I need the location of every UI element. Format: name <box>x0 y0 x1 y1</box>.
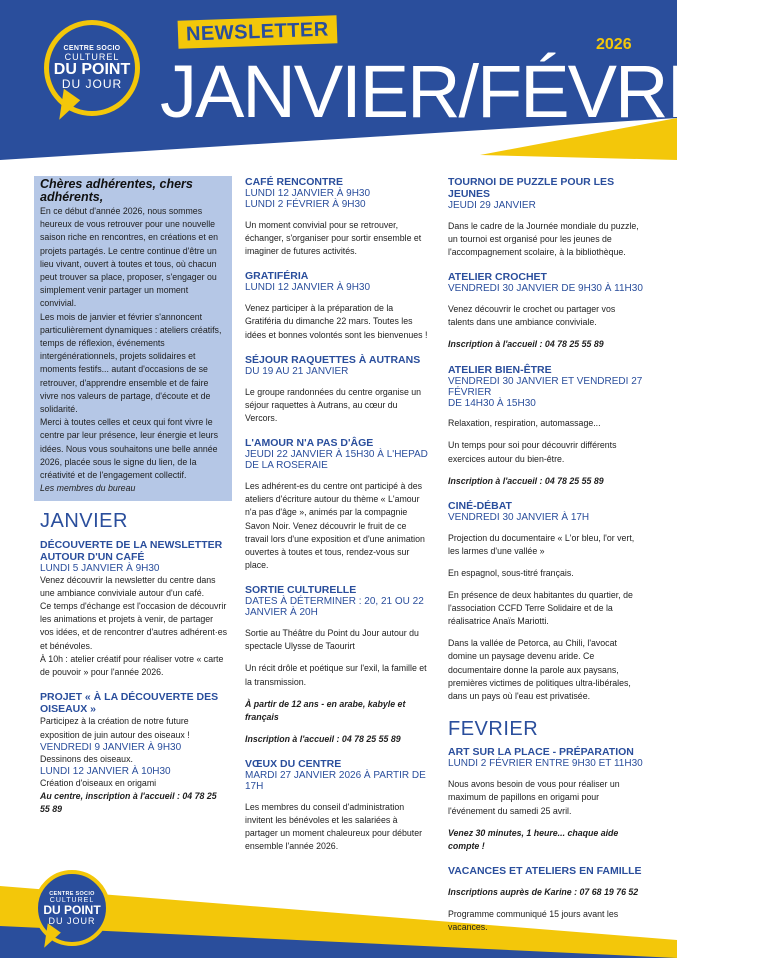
event-text: Venez participer à la préparation de la Gratiféria du dimanche 22 mars. Toutes les idées et bonnes volontés sont les bienvenues ! <box>245 303 428 340</box>
right-february-events <box>448 746 643 934</box>
intro-title: Chères adhérentes, chers adhérents, <box>40 177 193 204</box>
event-section <box>448 176 643 259</box>
event-date: JEUDI 29 JANVIER <box>448 200 536 211</box>
event-text: Un moment convivial pour se retrouver, échanger, s'organiser pour sortir ensemble et imaginer de futures activités. <box>245 219 422 257</box>
event-title: TOURNOI DE PUZZLE POUR LES JEUNES <box>448 176 615 200</box>
logo-line-1: CENTRE SOCIO <box>63 45 121 52</box>
column-left <box>40 176 228 829</box>
event-section <box>448 865 643 934</box>
event-text: Dans la vallée de Petorca, au Chili, l'avocat domine un paysage devenu aride. Ce documentaire donne la parole aux paysans, premières victimes de politiques ultra-libérales, dans un pays où l'eau est privatisée. <box>448 638 631 702</box>
header-logo <box>44 20 140 116</box>
event-title: ATELIER CROCHET <box>448 271 547 284</box>
event-title: VŒUX DU CENTRE <box>245 758 342 771</box>
event-text: Un récit drôle et poétique sur l'exil, la famille et la transmission. <box>245 663 427 687</box>
event-date: LUNDI 2 FÉVRIER À 9H30 <box>245 199 366 210</box>
event-section <box>245 758 430 854</box>
month-heading-january: JANVIER <box>40 510 128 533</box>
event-note: Inscription à l'accueil : 04 78 25 55 89 <box>448 475 604 486</box>
main-title: JANVIER/FÉVRIER <box>160 50 784 133</box>
event-text: En présence de deux habitantes du quartier, de l'association CCFD Terre Solidaire et de la réalisatrice Anaïs Mariotti. <box>448 589 633 627</box>
column-middle <box>245 176 430 866</box>
event-text: Relaxation, respiration, automassage... <box>448 418 601 429</box>
logo-line-2: CULTUREL <box>49 896 95 904</box>
event-text: Un temps pour soi pour découvrir différents exercices autour du bien-être. <box>448 440 617 464</box>
event-note: Inscriptions auprès de Karine : 07 68 19 76 52 <box>448 886 639 897</box>
newsletter-tag: NEWSLETTER <box>178 15 338 49</box>
event-text: En espagnol, sous-titré français. <box>448 567 574 578</box>
logo-line-3: DU POINT <box>43 902 101 917</box>
event-text: Projection du documentaire « L'or bleu, l'or vert, les larmes d'une vallée » <box>448 532 635 556</box>
event-date: LUNDI 5 JANVIER À 9H30 <box>40 562 160 574</box>
event-text: Venez découvrir la newsletter du centre dans une ambiance conviviale autour d'un café. <box>40 574 216 598</box>
event-note: Inscription à l'accueil : 04 78 25 55 89 <box>245 733 401 744</box>
event-text: Dessinons des oiseaux. <box>40 753 133 764</box>
event-title: SÉJOUR RAQUETTES À AUTRANS <box>245 353 421 366</box>
event-date: LUNDI 12 JANVIER À 9H30 <box>245 282 371 294</box>
event-text: Participez à la création de notre future exposition de juin autour des oiseaux ! <box>40 716 190 740</box>
event-text: Programme communiqué 15 jours avant les vacances. <box>448 908 619 933</box>
intro-signature: Les membres du bureau <box>40 483 136 494</box>
logo-line-3: DU POINT <box>53 61 131 78</box>
event-date: VENDREDI 9 JANVIER À 9H30 <box>40 741 182 753</box>
event-date: LUNDI 12 JANVIER À 10H30 <box>40 765 171 777</box>
logo-line-4: DU JOUR <box>61 77 123 91</box>
event-text: Le groupe randonnées du centre organise un séjour raquettes à Autrans, au cœur du Vercors. <box>245 386 422 424</box>
event-date: VENDREDI 30 JANVIER ET VENDREDI 27 FÉVRIER <box>448 375 643 398</box>
event-text: Venez découvrir le crochet ou partager vos talents dans une ambiance conviviale. <box>448 304 616 328</box>
event-title: DÉCOUVERTE DE LA NEWSLETTER AUTOUR D'UN CAFÉ <box>40 538 223 563</box>
year-label: 2026 <box>596 36 632 53</box>
event-section <box>245 584 430 746</box>
intro-body <box>40 205 226 495</box>
event-note: Venez 30 minutes, 1 heure... chaque aide compte ! <box>448 827 619 851</box>
event-title: SORTIE CULTURELLE <box>245 584 357 597</box>
event-newsletter-cafe <box>40 539 228 680</box>
right-january-events <box>448 176 643 703</box>
event-note: Au centre, inscription à l'accueil : 04 78 25 55 89 <box>40 791 217 815</box>
event-section <box>448 500 643 703</box>
intro-box <box>34 176 232 501</box>
event-title: CAFÉ RENCONTRE <box>245 176 344 188</box>
event-text: Dans le cadre de la Journée mondiale du puzzle, un tournoi est organisé pour les jeunes de l'accompagnement scolaire, à la bibliothèque. <box>448 220 639 258</box>
event-section <box>448 364 643 488</box>
event-title: PROJET « À LA DÉCOUVERTE DES OISEAUX » <box>40 691 219 716</box>
logo-line-1: CENTRE SOCIO <box>49 890 95 897</box>
event-oiseaux <box>40 691 228 816</box>
event-date: VENDREDI 30 JANVIER DE 9H30 À 11H30 <box>448 283 643 295</box>
event-section <box>245 176 430 258</box>
intro-paragraph: Les mois de janvier et février s'annoncent particulièrement dynamiques : ateliers créatifs, temps de réflexion, événements intergénérationnels, projets solidaires et moments festifs... autant d'occasions de se retrouver, d'apprendre ensemble et de faire vivre nos valeurs de partage, d'écoute et de solidarité. <box>40 311 222 415</box>
event-note: Inscription à l'accueil : 04 78 25 55 89 <box>448 339 604 350</box>
event-section <box>448 746 643 853</box>
logo-line-2: CULTUREL <box>64 52 120 62</box>
event-title: ART SUR LA PLACE - PRÉPARATION <box>448 746 634 759</box>
event-section <box>448 271 643 351</box>
month-heading-february: FEVRIER <box>448 718 539 741</box>
column-right <box>448 176 643 946</box>
event-date: MARDI 27 JANVIER 2026 À PARTIR DE 17H <box>245 770 426 793</box>
event-text: Ce temps d'échange est l'occasion de découvrir les animations et projets à venir, de partager vos idées, et de rencontrer d'autres adhérent·es et bénévoles. <box>40 601 228 651</box>
event-text: Les membres du conseil d'administration invitent les bénévoles et les salariées à partager un moment chaleureux pour débuter ensemble l'année 2026. <box>245 801 423 852</box>
event-date: VENDREDI 30 JANVIER À 17H <box>448 511 590 523</box>
event-title: CINÉ-DÉBAT <box>448 499 512 512</box>
intro-paragraph: En ce début d'année 2026, nous sommes heureux de vous retrouver pour une nouvelle saison riche en rencontres, en créations et en projets partagés. Le centre continue d'être un lieu vivant, ouvert à toutes et tous, où chacun peut trouver sa place, proposer, s'engager ou simplement venir partager un moment convivial. <box>40 206 218 309</box>
event-text: Nous avons besoin de vous pour réaliser un maximum de papillons en origami pour l'événement du samedi 25 avril. <box>448 779 620 816</box>
event-note: À partir de 12 ans - en arabe, kabyle et français <box>245 698 406 722</box>
event-title: ATELIER BIEN-ÊTRE <box>448 363 552 376</box>
event-section <box>245 437 430 572</box>
event-date: LUNDI 2 FÉVRIER ENTRE 9H30 ET 11H30 <box>448 758 643 770</box>
event-title: VACANCES ET ATELIERS EN FAMILLE <box>448 865 642 878</box>
event-text: Sortie au Théâtre du Point du Jour autour du spectacle Ulysse de Taourirt <box>245 628 419 652</box>
footer-logo <box>34 870 110 946</box>
event-date: DU 19 AU 21 JANVIER <box>245 365 349 377</box>
event-title: L'AMOUR N'A PAS D'ÂGE <box>245 437 374 450</box>
event-section <box>245 270 430 341</box>
event-text: Création d'oiseaux en origami <box>40 777 157 788</box>
event-date: JEUDI 22 JANVIER À 15H30 À L'HEPAD DE LA ROSERAIE <box>245 449 428 472</box>
event-text: Les adhérent-es du centre ont participé à des ateliers d'écriture autour du thème « L'amour n'a pas d'âge », animés par la compagnie Savon Noir. Venez découvrir le fruit de ce travail lors d'une exposition et d'une animation ouvertes à toutes et tous, rendez-vous sur place. <box>245 481 425 571</box>
event-text: À 10h : atelier créatif pour réaliser votre « carte de pouvoir » pour l'année 2026. <box>40 653 224 678</box>
event-date: DE 14H30 À 15H30 <box>448 397 536 409</box>
event-title: GRATIFÉRIA <box>245 270 309 283</box>
logo-line-4: DU JOUR <box>48 915 96 926</box>
event-section <box>245 354 430 425</box>
event-date: DATES À DÉTERMINER : 20, 21 OU 22 JANVIER À 20H <box>245 596 424 619</box>
intro-paragraph: Merci à toutes celles et ceux qui font vivre le centre par leur présence, leur énergie et leurs idées. Nous vous souhaitons une belle année 2026, placée sous le signe du lien, de la créativité et de l'engagement collectif. <box>40 417 218 481</box>
event-date: LUNDI 12 JANVIER À 9H30 <box>245 188 371 199</box>
